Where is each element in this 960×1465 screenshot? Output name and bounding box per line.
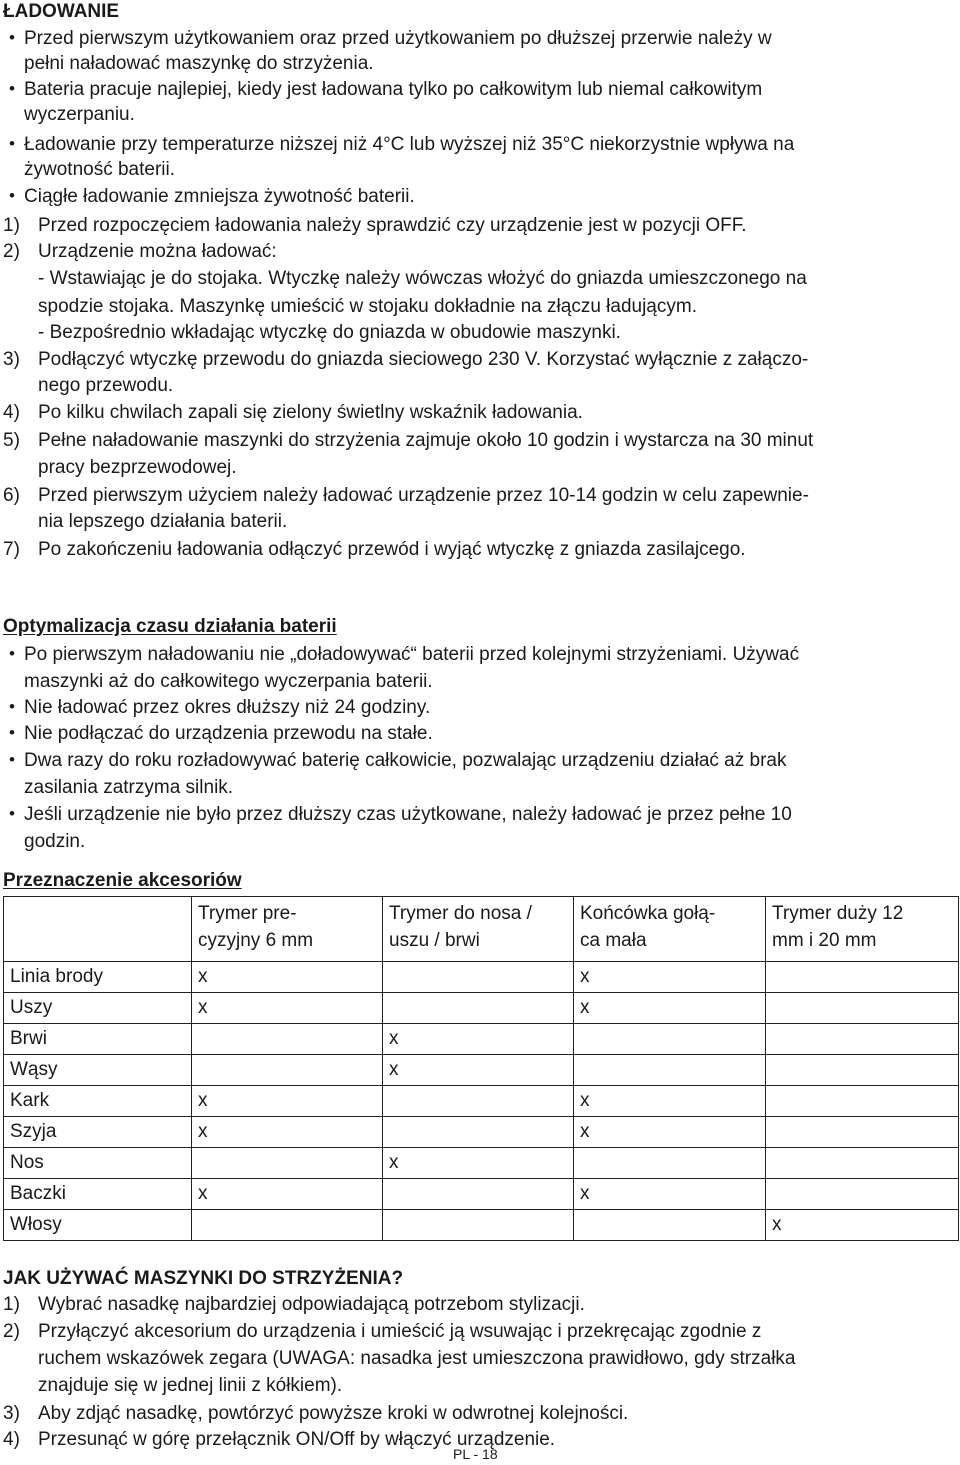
table-cell: x	[383, 1055, 574, 1086]
optimization-bullet-4-line-2: zasilania zatrzyma silnik.	[24, 777, 234, 798]
page-number: PL - 18	[453, 1446, 498, 1462]
table-cell	[766, 1055, 959, 1086]
usage-step-2-line-1: Przyłączyć akcesorium do urządzenia i umieścić ją wsuwając i przekręcając zgodnie z	[38, 1321, 762, 1342]
bullet-marker: •	[9, 697, 15, 716]
charging-step-7-number: 7)	[3, 539, 20, 560]
charging-step-5-line-1: Pełne naładowanie maszynki do strzyżenia zajmuje około 10 godzin i wystarcza na 30 minut	[38, 430, 814, 451]
table-cell: x	[192, 1117, 383, 1148]
optimization-bullet-1-line-1: Po pierwszym naładowaniu nie „doładowywać“ baterii przed kolejnymi strzyżeniami. Używać	[24, 644, 800, 665]
table-cell: x	[383, 1024, 574, 1055]
charging-step-4-line-1: Po kilku chwilach zapali się zielony świetlny wskaźnik ładowania.	[38, 402, 583, 423]
optimization-heading: Optymalizacja czasu działania baterii	[3, 616, 337, 637]
table-cell	[574, 1024, 766, 1055]
charging-step-3-line-2: nego przewodu.	[38, 375, 174, 396]
charging-step-7-line-1: Po zakończeniu ładowania odłączyć przewód i wyjąć wtyczkę z gniazda zasilajcego.	[38, 539, 746, 560]
bullet-marker: •	[9, 79, 15, 98]
table-cell	[766, 1086, 959, 1117]
column-header-shaver-head: Końcówka gołą- ca mała	[574, 897, 766, 962]
charging-bullet-3-line-2: żywotność baterii.	[24, 159, 176, 180]
table-cell	[766, 1179, 959, 1210]
row-label: Linia brody	[4, 962, 192, 993]
table-cell	[766, 1024, 959, 1055]
usage-step-1-line-1: Wybrać nasadkę najbardziej odpowiadającą potrzebom stylizacji.	[38, 1294, 585, 1315]
table-cell	[766, 993, 959, 1024]
table-row	[4, 1055, 959, 1086]
charging-step-2-line-1: Urządzenie można ładować:	[38, 241, 277, 262]
row-label: Brwi	[4, 1024, 192, 1055]
table-row	[4, 1210, 959, 1241]
charging-step-1-number: 1)	[3, 215, 20, 236]
charging-step-1-line-1: Przed rozpoczęciem ładowania należy sprawdzić czy urządzenie jest w pozycji OFF.	[38, 215, 747, 236]
charging-step-5-number: 5)	[3, 430, 20, 451]
bullet-marker: •	[9, 723, 15, 742]
table-cell	[766, 1148, 959, 1179]
table-cell: x	[192, 1086, 383, 1117]
charging-step-4-number: 4)	[3, 402, 20, 423]
bullet-marker: •	[9, 28, 15, 47]
usage-step-2-line-3: znajduje się w jednej linii z kółkiem).	[38, 1375, 343, 1396]
table-cell	[574, 1210, 766, 1241]
table-row	[4, 993, 959, 1024]
usage-step-2-line-2: ruchem wskazówek zegara (UWAGA: nasadka jest umieszczona prawidłowo, gdy strzałka	[38, 1348, 796, 1369]
accessories-table	[3, 896, 959, 1241]
table-cell: x	[574, 1086, 766, 1117]
table-cell: x	[574, 1117, 766, 1148]
charging-step-2-line-4: - Bezpośrednio wkładając wtyczkę do gniazda w obudowie maszynki.	[38, 322, 621, 343]
table-cell	[192, 1210, 383, 1241]
charging-step-2-line-2: - Wstawiając je do stojaka. Wtyczkę należy wówczas włożyć do gniazda umieszczonego na	[38, 268, 807, 289]
table-cell: x	[192, 962, 383, 993]
table-cell	[192, 1055, 383, 1086]
row-label: Uszy	[4, 993, 192, 1024]
table-cell	[192, 1024, 383, 1055]
charging-step-6-line-1: Przed pierwszym użyciem należy ładować urządzenie przez 10-14 godzin w celu zapewnie-	[38, 485, 809, 506]
row-label: Włosy	[4, 1210, 192, 1241]
usage-step-4-line-1: Przesunąć w górę przełącznik ON/Off by włączyć urządzenie.	[38, 1429, 556, 1450]
bullet-marker: •	[9, 750, 15, 769]
usage-step-4-number: 4)	[3, 1429, 20, 1450]
row-label: Nos	[4, 1148, 192, 1179]
table-corner-cell	[4, 897, 192, 962]
optimization-bullet-5-line-2: godzin.	[24, 831, 86, 852]
table-cell: x	[192, 993, 383, 1024]
usage-step-2-number: 2)	[3, 1321, 20, 1342]
table-cell	[383, 993, 574, 1024]
charging-bullet-1-line-2: pełni naładować maszynkę do strzyżenia.	[24, 53, 374, 74]
charging-step-3-number: 3)	[3, 349, 20, 370]
usage-step-1-number: 1)	[3, 1294, 20, 1315]
table-cell	[766, 1117, 959, 1148]
column-header-precision-trimmer: Trymer pre- cyzyjny 6 mm	[192, 897, 383, 962]
table-row	[4, 1117, 959, 1148]
table-cell: x	[574, 1179, 766, 1210]
charging-step-2-number: 2)	[3, 241, 20, 262]
table-cell	[383, 1117, 574, 1148]
table-cell: x	[766, 1210, 959, 1241]
table-cell	[574, 1148, 766, 1179]
charging-bullet-4-line-1: Ciągłe ładowanie zmniejsza żywotność baterii.	[24, 186, 415, 207]
optimization-bullet-1-line-2: maszynki aż do całkowitego wyczerpania baterii.	[24, 671, 433, 692]
optimization-bullet-4-line-1: Dwa razy do roku rozładowywać baterię całkowicie, pozwalając urządzeniu działać aż brak	[24, 750, 787, 771]
table-cell	[766, 962, 959, 993]
row-label: Baczki	[4, 1179, 192, 1210]
optimization-bullet-2-line-1: Nie ładować przez okres dłuższy niż 24 godziny.	[24, 697, 431, 718]
table-row	[4, 1148, 959, 1179]
table-row	[4, 1024, 959, 1055]
bullet-marker: •	[9, 804, 15, 823]
usage-heading: JAK UŻYWAĆ MASZYNKI DO STRZYŻENIA?	[3, 1268, 404, 1289]
bullet-marker: •	[9, 644, 15, 663]
row-label: Wąsy	[4, 1055, 192, 1086]
usage-step-3-number: 3)	[3, 1403, 20, 1424]
table-cell: x	[383, 1148, 574, 1179]
optimization-bullet-3-line-1: Nie podłączać do urządzenia przewodu na stałe.	[24, 723, 433, 744]
charging-bullet-2-line-2: wyczerpaniu.	[24, 104, 135, 125]
table-cell: x	[574, 962, 766, 993]
table-cell	[383, 962, 574, 993]
accessories-heading: Przeznaczenie akcesoriów	[3, 870, 242, 891]
charging-step-2-line-3: spodzie stojaka. Maszynkę umieścić w stojaku dokładnie na złączu ładującym.	[38, 296, 697, 317]
row-label: Szyja	[4, 1117, 192, 1148]
charging-bullet-1-line-1: Przed pierwszym użytkowaniem oraz przed użytkowaniem po dłuższej przerwie należy w	[24, 28, 772, 49]
charging-step-5-line-2: pracy bezprzewodowej.	[38, 457, 237, 478]
charging-bullet-2-line-1: Bateria pracuje najlepiej, kiedy jest ładowana tylko po całkowitym lub niemal całkowitym	[24, 79, 763, 100]
optimization-bullet-5-line-1: Jeśli urządzenie nie było przez dłuższy czas użytkowane, należy ładować je przez pełne 10	[24, 804, 792, 825]
column-header-large-trimmer: Trymer duży 12 mm i 20 mm	[766, 897, 959, 962]
table-cell	[192, 1148, 383, 1179]
table-row	[4, 1086, 959, 1117]
charging-step-6-line-2: nia lepszego działania baterii.	[38, 511, 288, 532]
table-header-row	[4, 897, 959, 962]
charging-step-6-number: 6)	[3, 485, 20, 506]
charging-step-3-line-1: Podłączyć wtyczkę przewodu do gniazda sieciowego 230 V. Korzystać wyłącznie z załączo-	[38, 349, 809, 370]
charging-heading: ŁADOWANIE	[3, 1, 120, 22]
column-header-nose-trimmer: Trymer do nosa / uszu / brwi	[383, 897, 574, 962]
table-cell	[383, 1210, 574, 1241]
row-label: Kark	[4, 1086, 192, 1117]
table-cell: x	[574, 993, 766, 1024]
table-cell	[383, 1086, 574, 1117]
table-cell	[574, 1055, 766, 1086]
usage-step-3-line-1: Aby zdjąć nasadkę, powtórzyć powyższe kroki w odwrotnej kolejności.	[38, 1403, 629, 1424]
bullet-marker: •	[9, 186, 15, 205]
charging-bullet-3-line-1: Ładowanie przy temperaturze niższej niż 4°C lub wyższej niż 35°C niekorzystnie wpływa na	[24, 134, 795, 155]
table-cell: x	[192, 1179, 383, 1210]
table-cell	[383, 1179, 574, 1210]
table-row	[4, 962, 959, 993]
bullet-marker: •	[9, 134, 15, 153]
table-row	[4, 1179, 959, 1210]
